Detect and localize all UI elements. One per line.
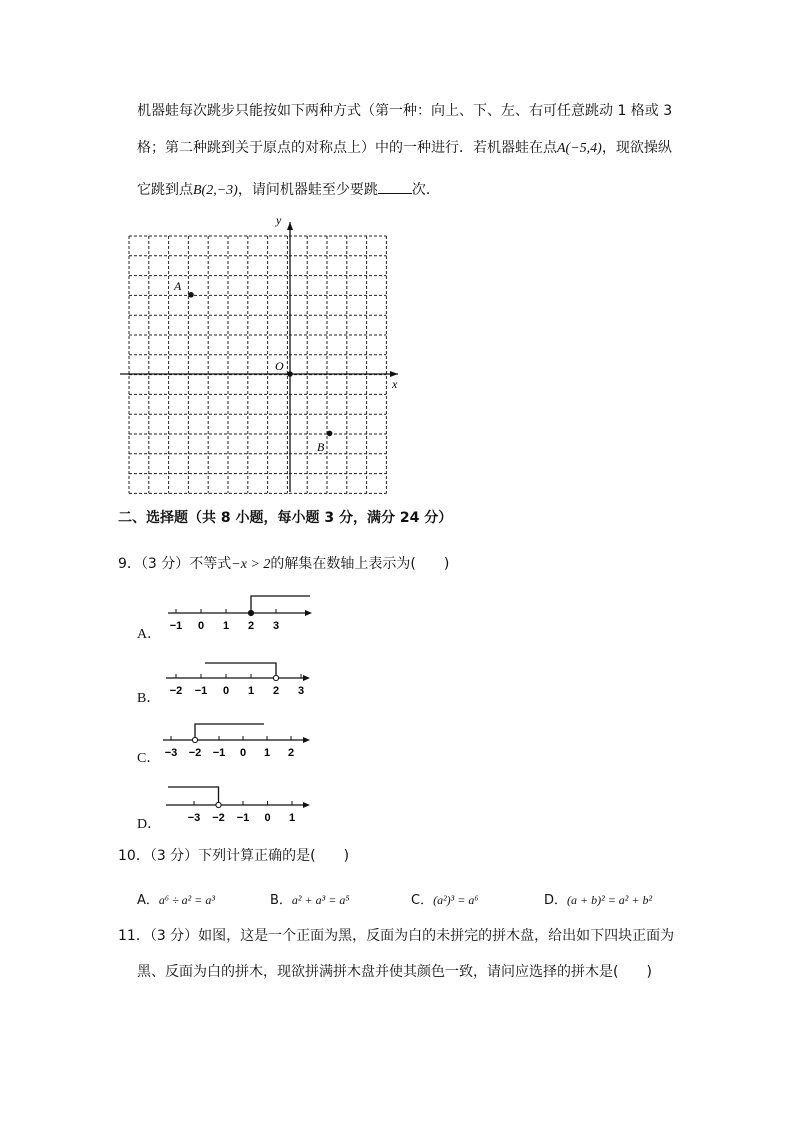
q9-option-d-letter[interactable]: D． [137,817,162,832]
q10-option-d[interactable] [544,889,652,908]
solution-bracket [205,663,276,678]
q10-option-d-expr: (a + b)² = a² + b² [567,893,653,907]
q9-option-a-letter[interactable]: A． [137,627,162,642]
q11-line2: 黑、反面为白的拼木，现欲拼满拼木盘并使其颜色一致，请问应选择的拼木是( ) [137,964,652,980]
open-endpoint [216,802,221,807]
tick-label: 2 [272,685,280,697]
open-endpoint [192,737,197,742]
axis-arrow [303,737,310,743]
axis-arrow [303,675,310,681]
section-heading: 二、选择题（共 8 小题，每小题 3 分，满分 24 分） [118,510,453,526]
q10-stem: 10．（3 分）下列计算正确的是( ) [118,848,350,864]
problem8-line3-text: 它跳到点 [137,182,193,198]
point-a-coords: A(−5,4) [557,141,602,156]
tick-label: −3 [164,747,178,759]
axis-arrow [305,610,312,616]
tick-label: 1 [288,812,296,824]
q10-option-a-letter: A． [137,893,159,908]
x-axis-label: x [392,377,398,391]
q9-stem-end: 的解集在数轴上表示为( ) [270,556,450,572]
q10-option-b-letter: B． [270,893,292,908]
tick-label: −2 [169,685,183,697]
q9-number-line-b [166,663,310,697]
tick-label: 3 [272,620,280,632]
q10-option-c-letter: C． [411,893,434,908]
tick-label: −1 [236,812,250,824]
open-endpoint [273,675,278,680]
y-axis-label: y [276,213,282,227]
solution-bracket [251,596,310,613]
problem8-line3-end: ，请问机器蛙至少要跳 [237,182,378,198]
problem8-line2-text: 格；第二种跳到关于原点的对称点上）中的一种进行．若机器蛙在点 [137,140,557,156]
origin-label: O [275,359,284,373]
q10-option-c-expr: (a²)³ = a⁶ [433,893,479,907]
q10-option-b-expr: a² + a³ = a⁵ [291,893,350,907]
tick-label: 3 [297,685,305,697]
q9-option-c-letter[interactable]: C． [137,751,161,766]
q9-option-b-letter[interactable]: B． [137,691,161,706]
q10-option-c[interactable] [411,889,479,908]
tick-label: 0 [222,685,230,697]
q10-option-a[interactable] [137,889,215,908]
q11-line1: 11．（3 分）如图，这是一个正面为黑，反面为白的未拼完的拼木盘，给出如下四块正面为 [118,928,675,944]
tick-label: 0 [239,747,247,759]
tick-label: −1 [194,685,208,697]
q10-option-a-expr: a⁶ ÷ a² = a³ [158,893,215,907]
tick-label: 0 [264,812,271,824]
tick-label: −2 [212,812,225,824]
closed-endpoint [248,610,253,615]
tick-label: −1 [212,747,226,759]
tick-label: 2 [247,620,255,632]
q10-option-d-letter: D． [544,893,568,908]
q9-number-line-c [163,724,310,759]
tick-label: 1 [222,620,230,632]
tick-label: 2 [287,747,295,759]
point-b-label: B [317,440,325,454]
q10-option-b[interactable] [270,889,349,908]
problem8-line3-tail: 次． [411,182,440,198]
tick-label: 1 [263,747,271,759]
problem8-line2-end: ，现欲操纵 [601,140,672,156]
problem8-line1: 机器蛙每次跳步只能按如下两种方式（第一种：向上、下、左、右可任意跳动 1 格或 3 [137,103,673,119]
tick-label: 1 [247,685,255,697]
q9-number-line-d [166,787,310,824]
tick-label: −3 [187,812,201,824]
tick-label: −2 [188,747,202,759]
point-a-label: A [174,279,182,293]
point-b-coords: B(2,−3) [193,183,238,198]
q9-number-line-a [168,596,312,632]
tick-label: 0 [197,620,205,632]
q9-inequality: −x > 2 [231,557,271,572]
solution-bracket [168,787,219,805]
q9-stem-text: 9．（3 分）不等式 [118,556,232,572]
axis-arrow [303,802,310,808]
tick-label: −1 [169,620,183,632]
solution-bracket [195,724,264,740]
